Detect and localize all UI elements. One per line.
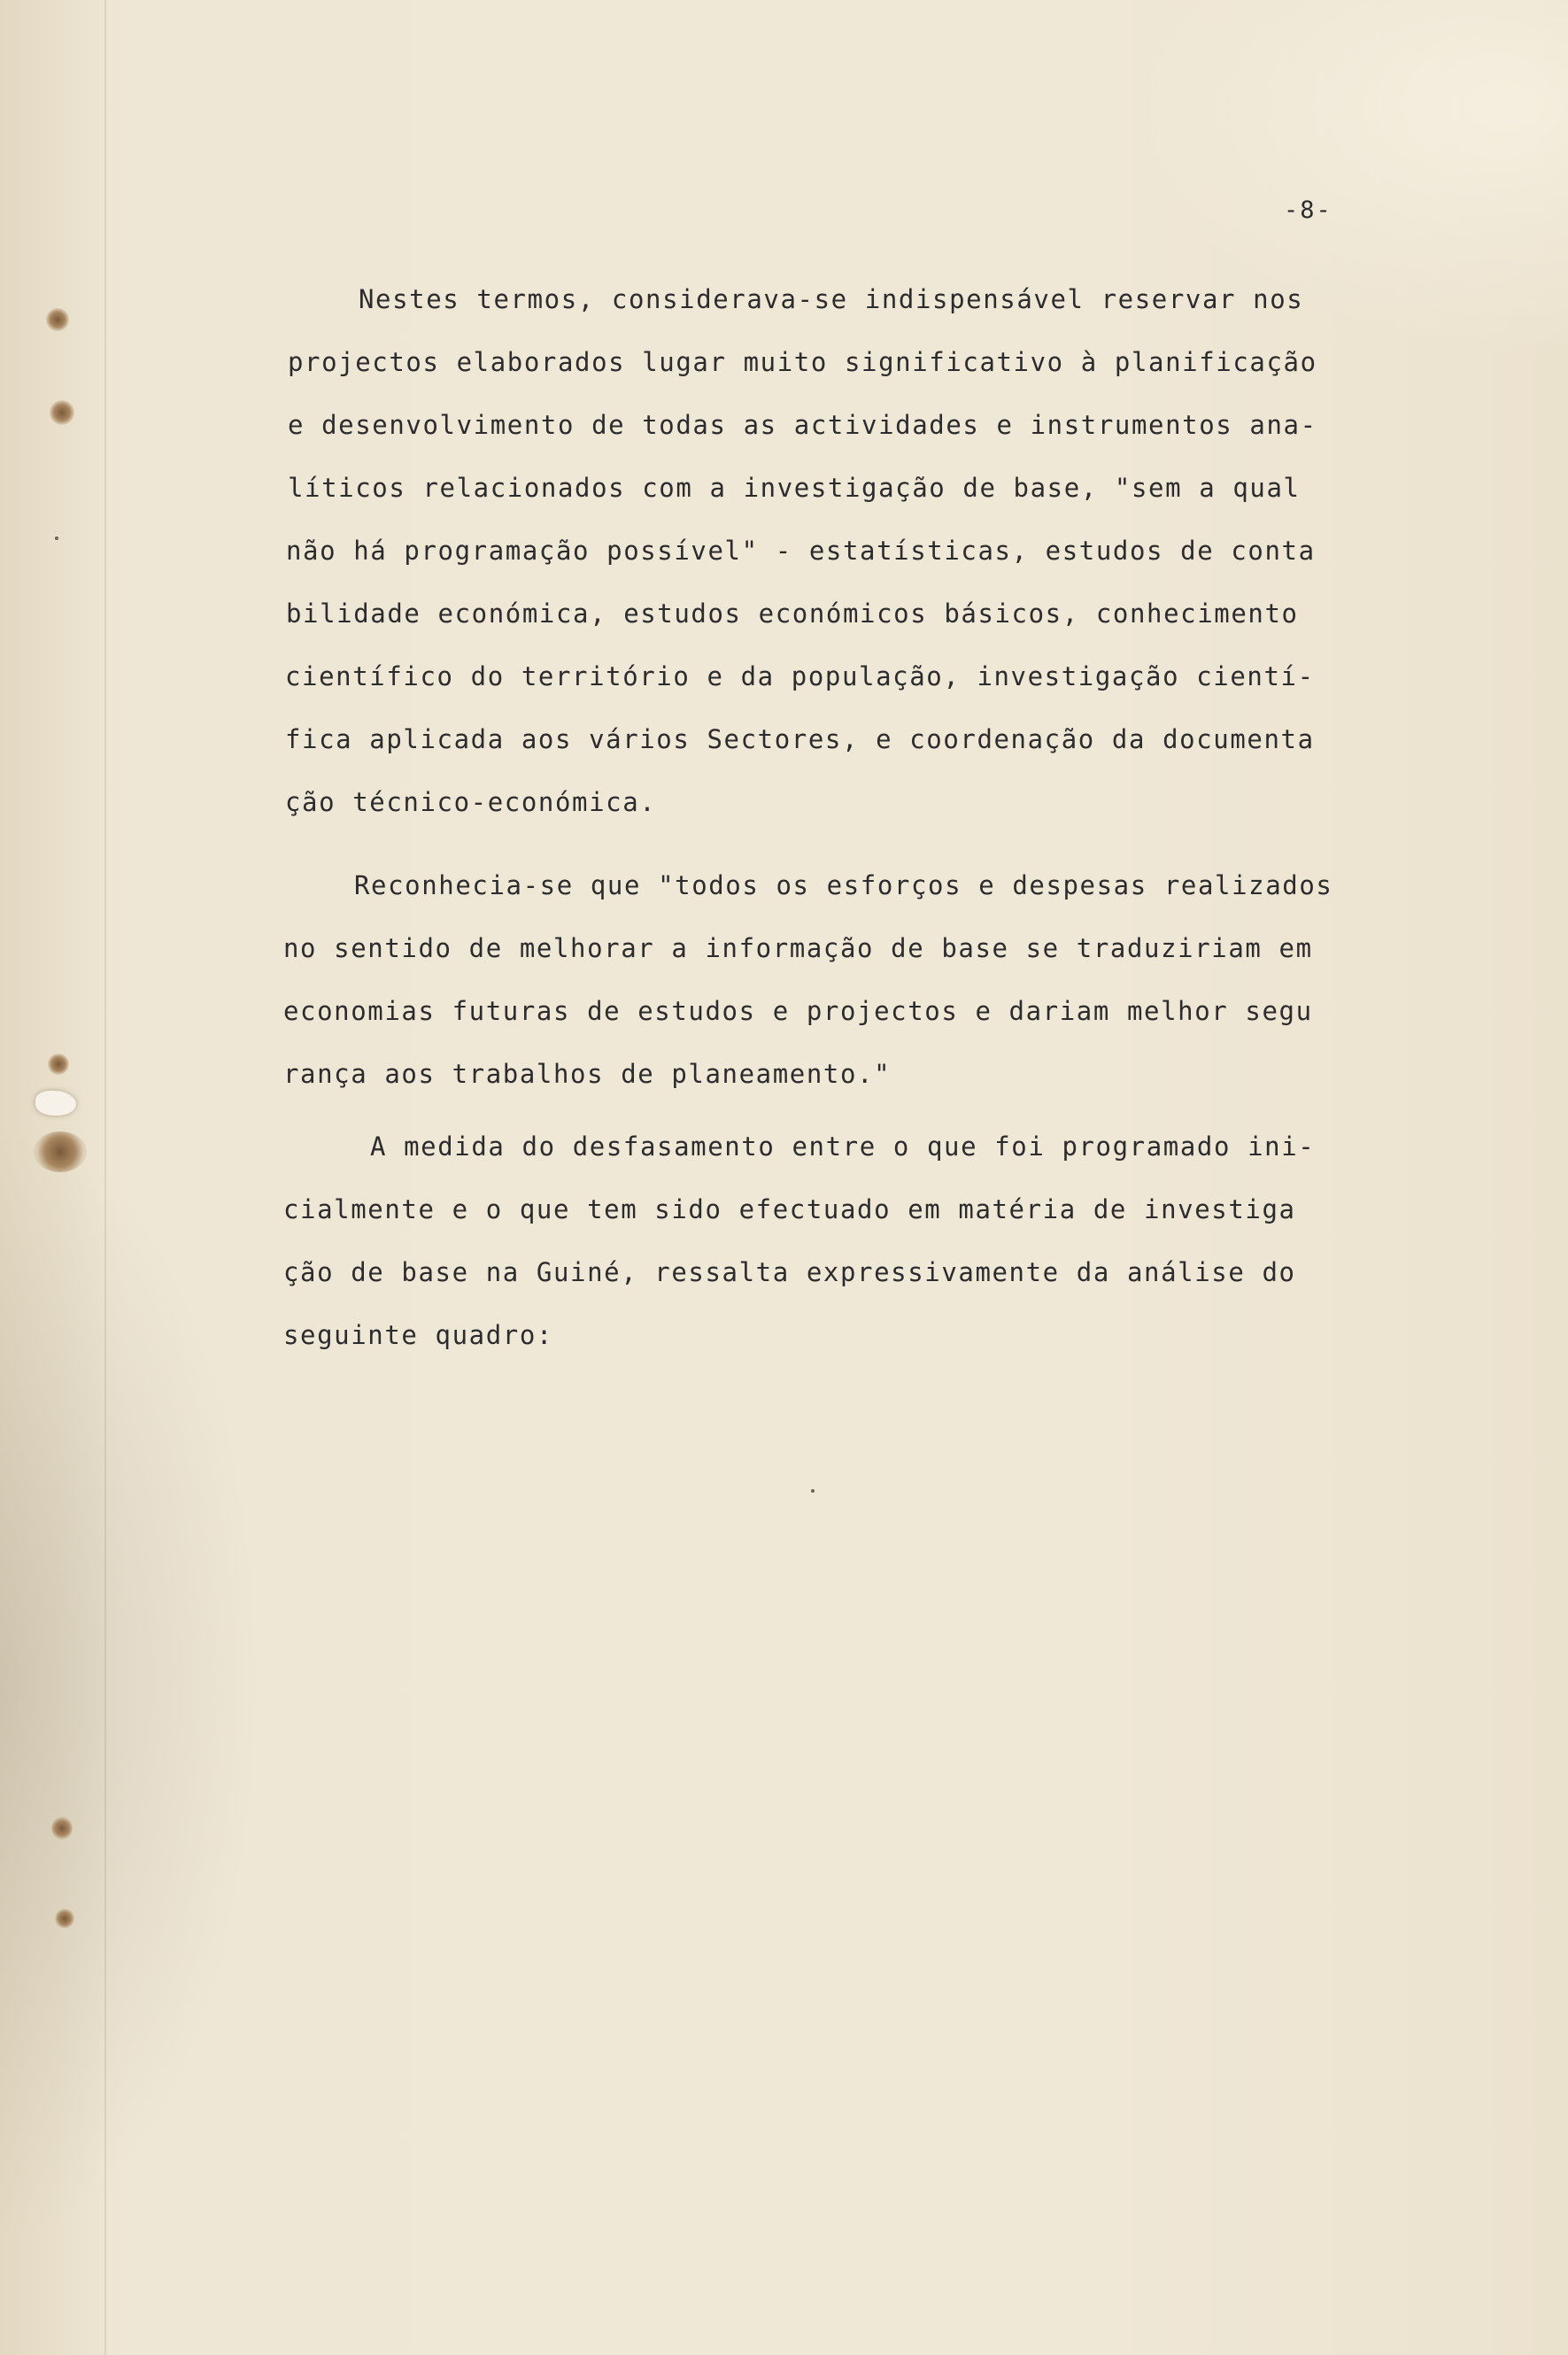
paragraph-1-line-9: ção técnico-económica. <box>285 787 657 817</box>
paragraph-1-line-1: Nestes termos, considerava-se indispensável reservar nos <box>359 284 1304 314</box>
paragraph-3-line-3: ção de base na Guiné, ressalta expressivamente da análise do <box>283 1257 1296 1287</box>
binding-hole <box>50 400 74 425</box>
paragraph-2-line-4: rança aos trabalhos de planeamento." <box>283 1059 892 1089</box>
binding-hole <box>46 308 69 331</box>
paragraph-1-line-8: fica aplicada aos vários Sectores, e coordenação da documenta <box>285 724 1315 754</box>
binding-hole <box>34 1131 87 1172</box>
paragraph-1-line-3: e desenvolvimento de todas as actividades e instrumentos ana- <box>288 410 1317 440</box>
paragraph-2-line-1: Reconhecia-se que "todos os esforços e despesas realizados <box>354 870 1333 900</box>
paragraph-1-line-5: não há programação possível" - estatísticas, estudos de conta <box>286 536 1316 566</box>
paragraph-1-line-4: líticos relacionados com a investigação de base, "sem a qual <box>288 473 1301 503</box>
paragraph-2-line-2: no sentido de melhorar a informação de base se traduziriam em <box>283 933 1313 963</box>
paragraph-1-line-2: projectos elaborados lugar muito significativo à planificação <box>288 347 1317 377</box>
paper-speck <box>55 537 58 540</box>
paragraph-2-line-3: economias futuras de estudos e projectos e dariam melhor segu <box>283 996 1313 1026</box>
binding-hole <box>48 1054 69 1075</box>
paragraph-3-line-4: seguinte quadro: <box>283 1320 553 1350</box>
binding-hole <box>51 1817 73 1840</box>
paper-speck <box>811 1489 815 1493</box>
binding-tear <box>35 1091 76 1116</box>
binding-fold <box>104 0 106 2355</box>
paragraph-3-line-1: A medida do desfasamento entre o que foi programado ini- <box>370 1131 1316 1162</box>
paragraph-3-line-2: cialmente e o que tem sido efectuado em matéria de investiga <box>283 1194 1296 1224</box>
paragraph-1-line-6: bilidade económica, estudos económicos básicos, conhecimento <box>286 598 1299 629</box>
page-number: -8- <box>1284 197 1332 224</box>
binding-hole <box>55 1909 74 1928</box>
paragraph-1-line-7: científico do território e da população, investigação cientí- <box>285 661 1315 691</box>
